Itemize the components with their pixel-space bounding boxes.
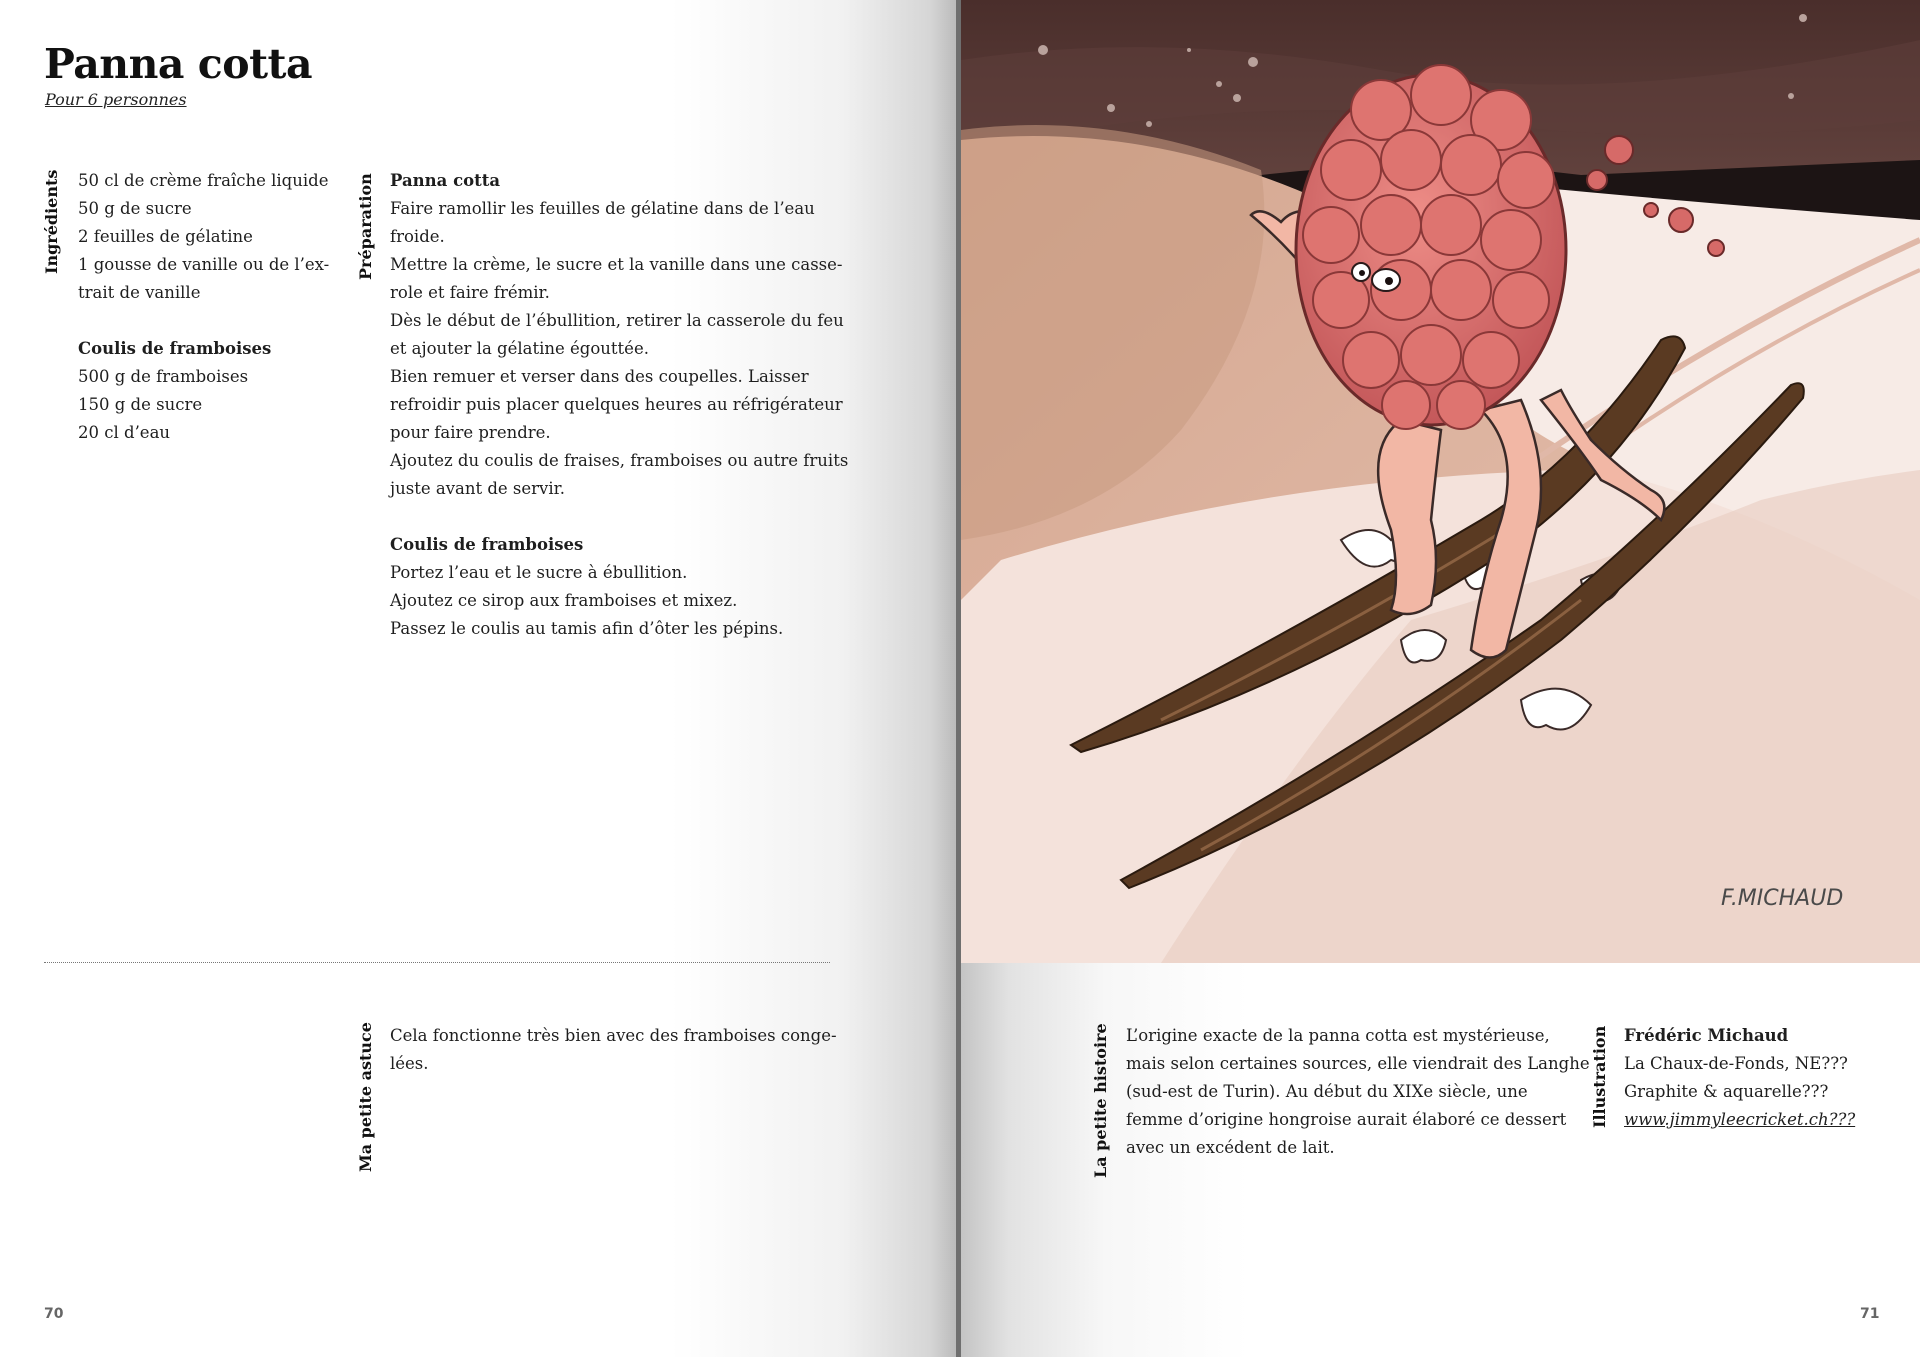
coulis-ingredients-heading: Coulis de framboises xyxy=(78,339,272,358)
artist-medium: Graphite & aquarelle??? xyxy=(1624,1082,1829,1101)
artist-signature: F.MICHAUD xyxy=(1721,886,1844,911)
preparation-line: Mettre la crème, le sucre et la vanille dans une casse- xyxy=(390,255,843,274)
section-divider xyxy=(44,962,830,963)
servings-subtitle: Pour 6 personnes xyxy=(45,90,187,109)
preparation-line: role et faire frémir. xyxy=(390,283,550,302)
tip-line: lées. xyxy=(390,1054,429,1073)
preparation-label: Préparation xyxy=(356,173,375,280)
preparation-line: froide. xyxy=(390,227,445,246)
preparation-line: Ajoutez du coulis de fraises, framboises ou autre fruits xyxy=(390,451,849,470)
preparation-line: Passez le coulis au tamis afin d’ôter les pépins. xyxy=(390,619,784,638)
ingredient-item: 50 g de sucre xyxy=(78,199,192,218)
history-line: avec un excédent de lait. xyxy=(1126,1138,1335,1157)
preparation-line: Bien remuer et verser dans des coupelles. Laisser xyxy=(390,367,809,386)
page-title: Panna cotta xyxy=(44,40,313,88)
preparation-line: Ajoutez ce sirop aux framboises et mixez. xyxy=(390,591,738,610)
preparation-line: Dès le début de l’ébullition, retirer la casserole du feu xyxy=(390,311,844,330)
illustration-label: Illustration xyxy=(1590,1025,1609,1128)
ingredient-item: trait de vanille xyxy=(78,283,201,302)
artist-location: La Chaux-de-Fonds, NE??? xyxy=(1624,1054,1848,1073)
preparation-heading: Panna cotta xyxy=(390,171,501,190)
ingredient-item: 50 cl de crème fraîche liquide xyxy=(78,171,329,190)
preparation-text xyxy=(390,167,848,643)
preparation-line: Faire ramollir les feuilles de gélatine dans de l’eau xyxy=(390,199,815,218)
tip-text xyxy=(390,1022,837,1078)
preparation-line: refroidir puis placer quelques heures au réfrigérateur xyxy=(390,395,843,414)
ingredient-item: 500 g de framboises xyxy=(78,367,249,386)
ingredient-item: 1 gousse de vanille ou de l’ex- xyxy=(78,255,330,274)
raspberry-skier-illustration xyxy=(961,0,1920,963)
history-line: (sud-est de Turin). Au début du XIXe siècle, une xyxy=(1126,1082,1528,1101)
artist-name: Frédéric Michaud xyxy=(1624,1026,1789,1045)
artist-website-link[interactable]: www.jimmyleecricket.ch??? xyxy=(1624,1110,1856,1129)
coulis-preparation-heading: Coulis de framboises xyxy=(390,535,584,554)
ingredients-label: Ingrédients xyxy=(42,169,61,274)
preparation-line: juste avant de servir. xyxy=(390,479,565,498)
ingredient-item: 2 feuilles de gélatine xyxy=(78,227,253,246)
history-line: L’origine exacte de la panna cotta est mystérieuse, xyxy=(1126,1026,1550,1045)
tip-line: Cela fonctionne très bien avec des framboises conge- xyxy=(390,1026,837,1045)
artist-credits xyxy=(1624,1022,1855,1134)
preparation-line: Portez l’eau et le sucre à ébullition. xyxy=(390,563,688,582)
page-number-left: 70 xyxy=(44,1306,64,1322)
history-line: femme d’origine hongroise aurait élaboré ce dessert xyxy=(1126,1110,1567,1129)
ingredient-item: 150 g de sucre xyxy=(78,395,203,414)
history-label: La petite histoire xyxy=(1091,1023,1110,1178)
history-text xyxy=(1126,1022,1590,1162)
page-number-right: 71 xyxy=(1860,1306,1880,1322)
tip-label: Ma petite astuce xyxy=(356,1022,375,1172)
ingredient-item: 20 cl d’eau xyxy=(78,423,171,442)
ingredients-list xyxy=(78,167,329,447)
left-page xyxy=(0,0,958,1357)
preparation-line: et ajouter la gélatine égouttée. xyxy=(390,339,649,358)
preparation-line: pour faire prendre. xyxy=(390,423,551,442)
history-line: mais selon certaines sources, elle viendrait des Langhe xyxy=(1126,1054,1590,1073)
